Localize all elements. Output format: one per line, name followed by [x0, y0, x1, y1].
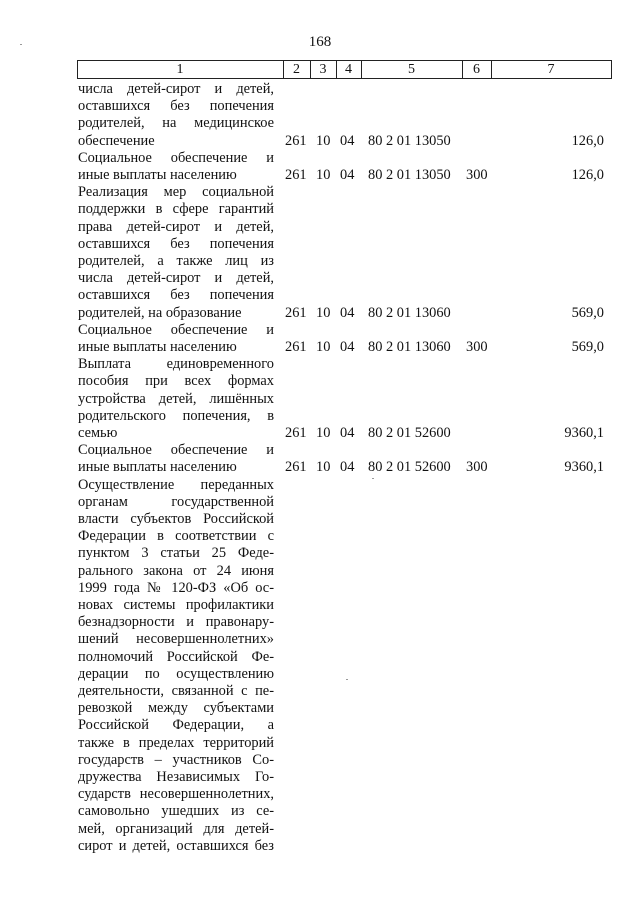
row-description: Выплата единовременного пособия при всех формах устройства детей, лишённых родительского попечения, в семью [78, 356, 274, 441]
row-grbs: 261 [285, 132, 307, 149]
row-subsection: 04 [340, 167, 355, 183]
row-grbs: 261 [285, 339, 307, 355]
row-expense-type: 300 [466, 459, 488, 476]
row-sum: 569,0 [571, 304, 604, 321]
header-col-4: 4 [345, 62, 352, 77]
scan-speck [372, 478, 374, 479]
header-col-5: 5 [408, 62, 415, 77]
row-target-article: 80 2 01 13060 [368, 304, 451, 321]
row-section: 10 [316, 459, 331, 476]
row-target-article: 80 2 01 13050 [368, 132, 451, 149]
row-target-article: 80 2 01 52600 [368, 459, 451, 476]
row-grbs: 261 [285, 425, 307, 441]
row-subsection: 04 [340, 339, 355, 355]
row-description: Осуществление переданных органам государственной власти субъектов Российской Федерации в соответствии с пунктом 3 статьи 25 Феде- рального закона от 24 июня 1999 года № 120-ФЗ «Об ос- новах системы профилактики безнадзорности и правонару- шений несовершеннолетних» полномочий Российской Фе- дерации по осуществлению деятельности, связанной с пе- ревозкой между субъектами Российской Федерации, а также в пределах территорий государств – участников Со- дружества Независимых Го- сударств несовершеннолетних, самовольно ушедших из се- мей, организаций для детей- сирот и детей, оставшихся без [78, 476, 274, 854]
header-col-3: 3 [319, 62, 327, 77]
row-sum: 569,0 [571, 339, 604, 355]
row-description: Реализация мер социальной поддержки в сфере гарантий права детей-сирот и детей, оставшихся без попечения родителей, а также лиц из числа детей-сирот и детей, оставшихся без попечения родителей, на образование [78, 184, 274, 321]
row-expense-type: 300 [466, 339, 488, 355]
row-expense-type: 300 [466, 167, 488, 183]
row-section: 10 [316, 132, 331, 149]
row-description: Социальное обеспечение и иные выплаты населению [78, 149, 274, 183]
row-target-article: 80 2 01 13050 [368, 167, 451, 183]
header-col-1: 1 [176, 62, 184, 77]
row-section: 10 [316, 425, 331, 441]
row-subsection: 04 [340, 425, 355, 441]
row-subsection: 04 [340, 304, 355, 321]
row-description: числа детей-сирот и детей, оставшихся без попечения родителей, на медицинское обеспечение [78, 81, 274, 149]
row-grbs: 261 [285, 304, 307, 321]
row-section: 10 [316, 304, 331, 321]
row-sum: 9360,1 [564, 425, 604, 441]
row-sum: 126,0 [571, 132, 604, 149]
scan-speck [346, 679, 348, 680]
header-divider [611, 60, 612, 79]
row-sum: 9360,1 [564, 459, 604, 476]
row-description: Социальное обеспечение и иные выплаты населению [78, 321, 274, 355]
row-subsection: 04 [340, 459, 355, 476]
row-target-article: 80 2 01 52600 [368, 425, 451, 441]
header-col-6: 6 [473, 62, 480, 77]
row-section: 10 [316, 339, 331, 355]
row-grbs: 261 [285, 459, 307, 476]
row-subsection: 04 [340, 132, 355, 149]
header-col-2: 2 [293, 62, 300, 77]
page-number: 168 [308, 34, 332, 50]
row-target-article: 80 2 01 13060 [368, 339, 451, 355]
row-section: 10 [316, 167, 331, 183]
row-grbs: 261 [285, 167, 307, 183]
row-description: Социальное обеспечение и иные выплаты населению [78, 442, 274, 476]
row-sum: 126,0 [571, 167, 604, 183]
scan-speck [20, 44, 22, 45]
header-bottom-border [77, 78, 611, 79]
header-col-7: 7 [547, 62, 555, 77]
